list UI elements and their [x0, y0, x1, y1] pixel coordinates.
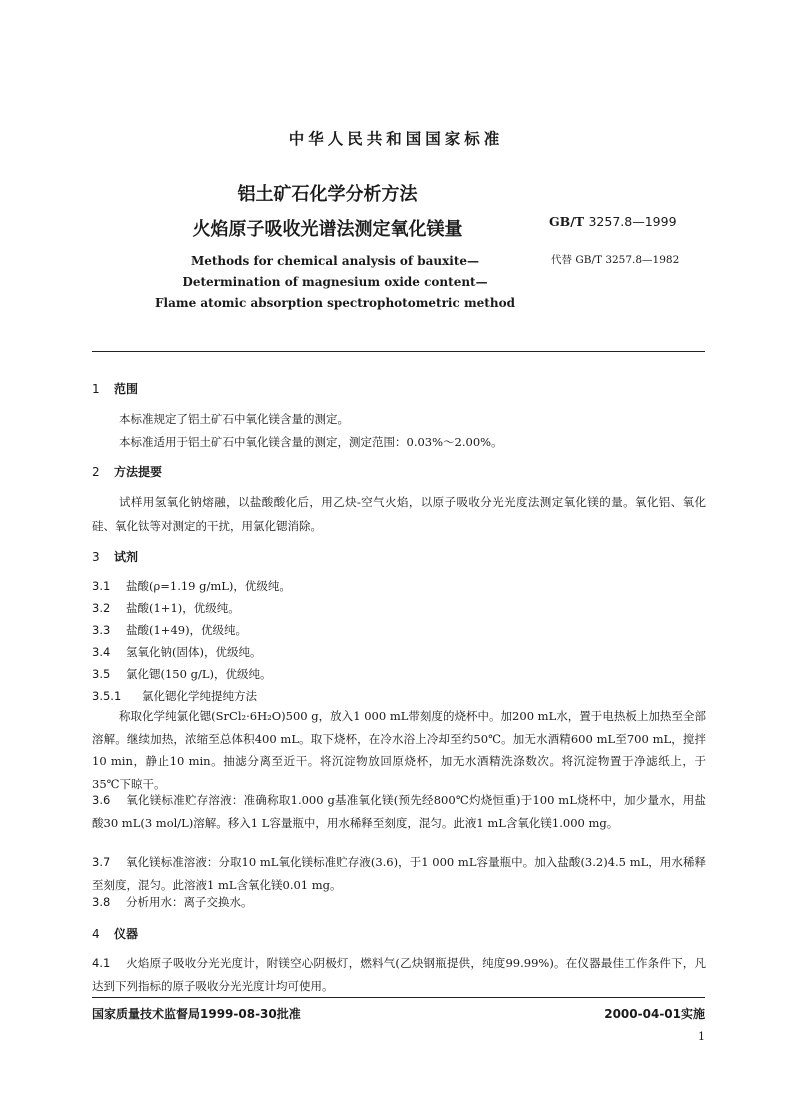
- item-number: 3.5.1: [92, 689, 122, 703]
- item-text: 氧化镁标准溶液：分取10 mL氧化镁标准贮存液(3.6)，于1 000 mL容量瓶中。加入盐酸(3.2)4.5 mL，用水稀释至刻度，混匀。此溶液1 mL含氧化镁0.01 mg。: [92, 855, 706, 892]
- english-title-line3: Flame atomic absorption spectrophotometric method: [155, 296, 515, 310]
- section-number: 2: [92, 465, 100, 479]
- paragraph: 本标准规定了铝土矿石中氧化镁含量的测定。: [119, 412, 349, 426]
- reagent-item: [92, 575, 706, 599]
- item-text: 盐酸(ρ=1.19 g/mL)，优级纯。: [126, 579, 291, 593]
- document-title-line2: 火焰原子吸收光谱法测定氧化镁量: [192, 219, 463, 240]
- item-text: 氧化镁标准贮存溶液：准确称取1.000 g基准氧化镁(预先经800℃灼烧恒重)于100 mL烧杯中，加少量水，用盐酸30 mL(3 mol/L)溶解。移入1 L容量瓶中，用水稀释至刻度，混匀。此液1 mL含氧化镁1.000 mg。: [92, 793, 706, 830]
- section-title: 方法提要: [114, 465, 163, 479]
- section-title: 试剂: [114, 550, 139, 564]
- document-title-line1: 铝土矿石化学分析方法: [237, 184, 418, 205]
- reagent-item: [92, 597, 706, 621]
- section-heading-method-summary: [92, 463, 162, 480]
- reagent-item: [92, 641, 706, 665]
- section-heading-apparatus: [92, 925, 138, 942]
- paragraph: 试样用氢氧化钠熔融，以盐酸酸化后，用乙炔-空气火焰，以原子吸收分光光度法测定氧化镁的量。氧化铝、氧化硅、氧化钛等对测定的干扰，用氯化锶消除。: [92, 495, 706, 533]
- section-number: 4: [92, 927, 100, 941]
- section-heading-reagents: [92, 548, 138, 565]
- section-title: 范围: [114, 382, 139, 396]
- paragraph: 本标准适用于铝土矿石中氧化镁含量的测定，测定范围：0.03%～2.00%。: [119, 435, 503, 449]
- header-divider: [92, 351, 705, 352]
- paragraph: 称取化学纯氯化锶(SrCl₂·6H₂O)500 g，放入1 000 mL带刻度的烧杯中。加200 mL水，置于电热板上加热至全部溶解。继续加热，浓缩至总体积400 mL。取下烧杯，在冷水浴上冷却至约50℃。加无水酒精600 mL至700 mL，搅拌10 min，静止10 min。抽滤分离至近干。将沉淀物放回原烧杯，加无水酒精洗涤数次。将沉淀物置于净滤纸上，于35℃下晾干。: [92, 709, 706, 791]
- english-title-line2: Determination of magnesium oxide content—: [182, 275, 488, 289]
- reagent-item: [92, 891, 706, 915]
- national-standard-heading: 中华人民共和国国家标准: [288, 130, 504, 148]
- item-text: 火焰原子吸收分光光度计，附镁空心阴极灯，燃料气(乙炔钢瓶提供，纯度99.99%)。在仪器最佳工作条件下，凡达到下列指标的原子吸收分光光度计均可使用。: [92, 956, 706, 993]
- apparatus-item: [92, 952, 706, 997]
- item-number: 3.2: [92, 601, 111, 615]
- page-number: 1: [698, 1030, 705, 1043]
- replaces-standard: 代替 GB/T 3257.8—1982: [551, 254, 680, 266]
- item-number: 3.5: [92, 667, 111, 681]
- item-number: 3.8: [92, 895, 111, 909]
- reagent-item: [92, 619, 706, 643]
- item-number: 3.6: [92, 793, 111, 807]
- section-number: 3: [92, 550, 100, 564]
- standard-code: 3257.8—1999: [588, 214, 677, 229]
- item-text: 盐酸(1+49)，优级纯。: [126, 623, 248, 637]
- section-heading-scope: [92, 380, 138, 397]
- section-title: 仪器: [114, 927, 139, 941]
- item-text: 氢氧化钠(固体)，优级纯。: [126, 645, 262, 659]
- item-number: 3.7: [92, 855, 111, 869]
- reagent-item: [92, 789, 706, 834]
- approval-notice: 国家质量技术监督局1999-08-30批准: [92, 1007, 301, 1021]
- footer-divider: [92, 997, 705, 998]
- standard-prefix: GB/T: [549, 214, 585, 229]
- implementation-date: 2000-04-01实施: [604, 1007, 705, 1021]
- item-text: 盐酸(1+1)，优级纯。: [126, 601, 240, 615]
- english-title-line1: Methods for chemical analysis of bauxite—: [190, 254, 480, 268]
- section-number: 1: [92, 382, 100, 396]
- item-text: 氯化锶(150 g/L)，优级纯。: [126, 667, 272, 681]
- item-number: 3.4: [92, 645, 111, 659]
- standard-number: [549, 214, 677, 229]
- item-text: 分析用水：离子交换水。: [126, 895, 253, 909]
- reagent-item: [92, 663, 706, 687]
- reagent-item: [92, 851, 706, 896]
- item-number: 4.1: [92, 956, 111, 970]
- item-number: 3.1: [92, 579, 111, 593]
- item-text: 氯化锶化学纯提纯方法: [142, 689, 257, 703]
- item-number: 3.3: [92, 623, 111, 637]
